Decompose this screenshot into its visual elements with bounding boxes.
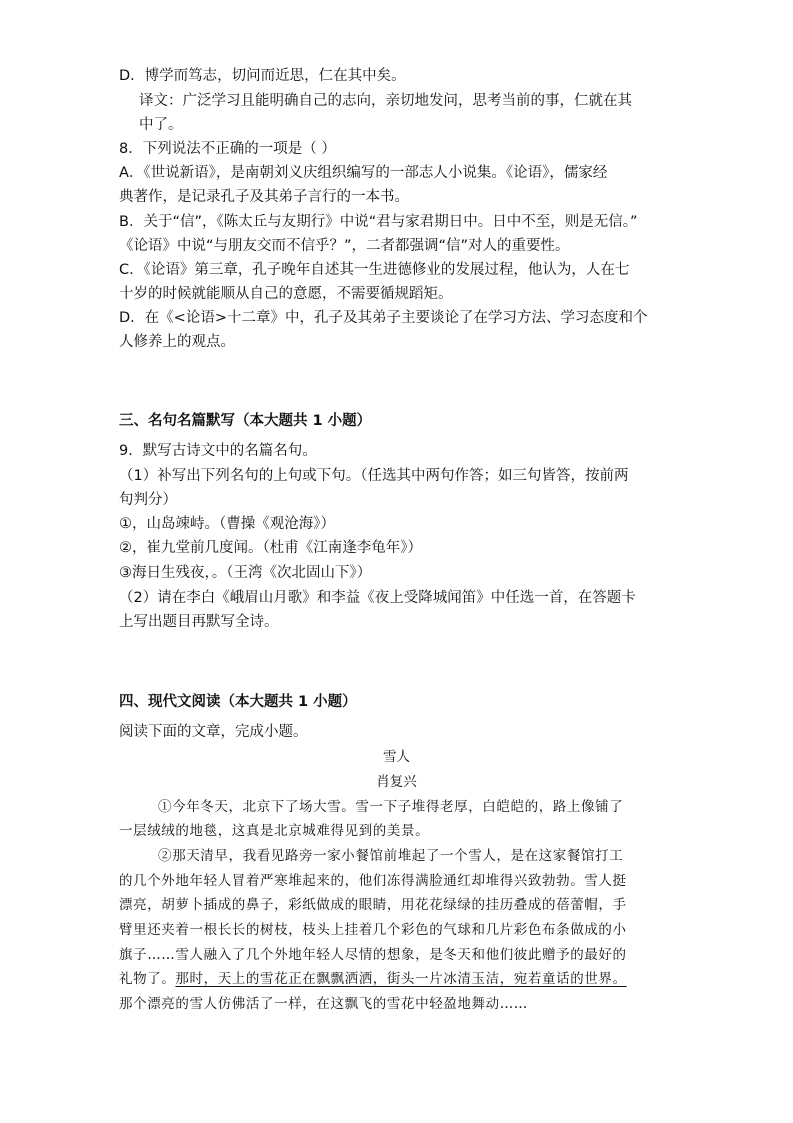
q9-part1-line1: （1）补写出下列名句的上句或下句。（任选其中两句作答；如三句皆答，按前两 xyxy=(119,468,629,484)
underlined-sentence: 那时，天上的雪花正在飘飘洒洒，街头一片冰清玉洁，宛若童话的世界。 xyxy=(175,971,627,987)
section4-heading: 四、现代文阅读（本大题共 1 小题） xyxy=(119,694,357,710)
reading-instruction: 阅读下面的文章，完成小题。 xyxy=(119,724,308,740)
paragraph2-line2: 的几个外地年轻人冒着严寒堆起来的，他们冻得满脸通红却堆得兴致勃勃。雪人挺 xyxy=(119,873,627,889)
paragraph2-line6-plain: 礼物了。 xyxy=(119,971,176,987)
q7-translation-line2: 中了。 xyxy=(139,117,183,133)
paragraph2-line1: ②那天清早，我看见路旁一家小餐馆前堆起了一个雪人，是在这家餐馆打工 xyxy=(158,848,624,864)
q9-item1: ①，山岛竦峙。（曹操《观沧海》） xyxy=(119,516,335,532)
paragraph2-line6 xyxy=(119,967,679,991)
q9-item2: ②，崔九堂前几度闻。（杜甫《江南逢李龟年》） xyxy=(119,540,422,556)
article-title: 雪人 xyxy=(383,749,410,765)
paragraph1-line2: 一层绒绒的地毯，这真是北京城难得见到的美景。 xyxy=(119,823,430,839)
q7-option-d: D．博学而笃志，切问而近思，仁在其中矣。 xyxy=(119,68,406,84)
q8-option-d-line2: 人修养上的观点。 xyxy=(119,334,235,350)
q8-option-b-line1: B．关于“信”，《陈太丘与友期行》中说“君与家君期日中。日中不至，则是无信。” xyxy=(119,214,638,230)
q8-option-d-line1: D．在《<论语>十二章》中，孔子及其弟子主要谈论了在学习方法、学习态度和个 xyxy=(119,310,648,326)
q9-part2-line2: 上写出题目再默写全诗。 xyxy=(119,614,279,630)
q8-option-c-line1: C．《论语》第三章，孔子晚年自述其一生进德修业的发展过程，他认为，人在七 xyxy=(119,262,630,278)
q8-option-a-line1: A．《世说新语》，是南朝刘义庆组织编写的一部志人小说集。《论语》，儒家经 xyxy=(119,165,608,181)
q9-part2-line1: （2）请在李白《峨眉山月歌》和李益《夜上受降城闻笛》中任选一首，在答题卡 xyxy=(119,590,636,606)
article-author: 肖复兴 xyxy=(376,774,417,790)
paragraph2-line5: 旗子……雪人融入了几个外地年轻人尽情的想象，是冬天和他们彼此赠予的最好的 xyxy=(119,947,627,963)
q7-translation-line1: 译文：广泛学习且能明确自己的志向，亲切地发问，思考当前的事，仁就在其 xyxy=(139,93,632,109)
paragraph1-line1: ①今年冬天，北京下了场大雪。雪一下子堆得老厚，白皑皑的，路上像铺了 xyxy=(158,799,624,815)
q9-stem: 9．默写古诗文中的名篇名句。 xyxy=(119,443,317,459)
q9-item3: ③海日生残夜，。（王湾《次北固山下》） xyxy=(119,565,372,581)
q8-stem: 8．下列说法不正确的一项是（ ） xyxy=(119,141,336,157)
q8-option-b-line2: 《论语》中说“与朋友交而不信乎？”，二者都强调“信”对人的重要性。 xyxy=(119,238,570,254)
q8-option-c-line2: 十岁的时候就能顺从自己的意愿，不需要循规蹈矩。 xyxy=(119,286,453,302)
q9-part1-line2: 句判分） xyxy=(119,492,177,508)
section3-heading: 三、名句名篇默写（本大题共 1 小题） xyxy=(119,413,372,429)
paragraph2-line4: 臂里还夹着一根长长的树枝，枝头上挂着几个彩色的气球和几片彩色布条做成的小 xyxy=(119,922,627,938)
paragraph2-line7: 那个漂亮的雪人仿佛活了一样，在这飘飞的雪花中轻盈地舞动…… xyxy=(119,996,528,1012)
paragraph2-line3: 漂亮，胡萝卜插成的鼻子，彩纸做成的眼睛，用花花绿绿的挂历叠成的蓓蕾帽，手 xyxy=(119,897,627,913)
q8-option-a-line2: 典著作，是记录孔子及其弟子言行的一本书。 xyxy=(119,189,409,205)
